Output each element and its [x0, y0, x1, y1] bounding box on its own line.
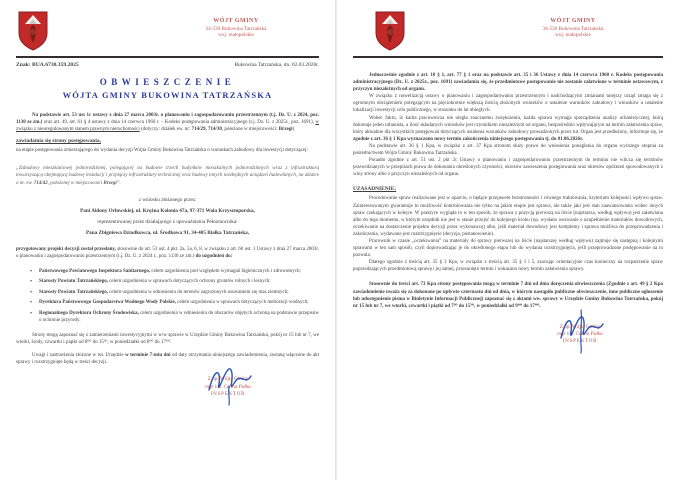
header-rule — [16, 56, 319, 58]
signature-stamp — [173, 376, 283, 398]
notice-line: zawiadamia się strony postępowania, — [16, 138, 101, 145]
representative-name: Pana Zbigniewa Dziadkowca, ul. Środkowa 91, 34-405 Białka Tatrzańska, — [85, 229, 250, 236]
approval-item-sanitary: • Państwowego Powiatowego Inspektora Sanitarnego, celem uzgodnienia pod względem wymagań higienicznych i zdrowotnych; — [30, 268, 319, 275]
place-and-date: Bukowina Tatrzańska, dn. 02.03.2026r. — [234, 62, 319, 68]
issuer-voivodeship: woj. małopolskie — [555, 32, 591, 38]
case-processing-paragraph: Procedowanie spraw realizowane jest w oparciu, o będące przejawem bezstronności i równego traktowania, kryterium kolejności wpływu spraw. Zainteresowanym gwarantuje to możliwość kontrolowania nie tylko na jakim etapie jest sprawa, ale także jaki jest stan zaawansowania wobec innych spraw czekających w kolejce. W praktyce wygląda to w ten sposób, że sprawa z pozycją pierwszą na liście (najstarsza, według wpływu) jest załatwiana albo do tego momentu, w którym urzędnik nie jest w stanie przejść do kolejnego kroku (np. wysłano wezwanie o uzupełnienie materiałów dowodowych, oczekiwanie na dostarczenie projektu decyzji przez wykonawcę) albo, jeśli materiał dowodowy jest kompletny i sprawa możliwa do przeprowadzenia i zakończenia, wydawane jest rozstrzygnięcie (decyzja, postanowienie). — [353, 196, 663, 237]
excluded-periods-paragraph: Ponadto zgodnie z art. 51 ust. 2 pkt 2c Ustawy o planowaniu i zagospodarowaniu przestrzennym do terminu nie wlicza się terminów przewidzianych w przepisach prawa do dokonania określonych czynności, okresów zawieszenia postępowania oraz okresów opóźnień spowodowanych z winy strony albo z przyczyn niezależnych od organu. — [353, 158, 663, 178]
worker-queue-paragraph: Pracownik w czasie „oczekiwania” na materiały do sprawy pierwszej na liście (najstarszej według wpływu) zajmuje się następną i kolejnymi sprawami w ten sam sposób, czyli doprowadzając je do określonego etapu lub do wydania rozstrzygnięcia, jeśli przeprowadzone postępowanie na to pozwala. — [353, 238, 663, 259]
legal-basis-paragraph: Na podstawie art. 53 ust 1c ustawy z dnia 27 marca 2003r. o planowaniu i zagospodarowaniu przestrzennym (t.j. Dz. U. z 2024, poz. 1130 ze zm.) oraz art. 49, art. 61 § 4 ustawy z dnia 14 czerwca 1960 r. – Kodeks postępowania administracyjnego (t.j. Dz. U. z 2025r., poz. 1691), w związku z nieuregulowanym stanem prawnym nieruchomości (dotyczy: działek ew. nr: 714/29, 714/30, położone w miejscowości: Brzegi) — [16, 113, 320, 133]
page-2 — [336, 0, 679, 480]
coat-of-arms-icon — [18, 11, 48, 51]
approval-item-rdos: • Regionalnego Dyrektora Ochrony Środowiska, celem uzgodnienia w odniesieniu do obszarów objętych ochroną na podstawie przepisów o ochronie przyrody. — [30, 310, 319, 324]
title-line-2: WÓJTA GMINY BUKOWINA TATRZAŃSKA — [62, 90, 273, 100]
representative-intro: reprezentowanej przez działającego z upoważnienia Pełnomocnika: — [97, 218, 238, 225]
issuer-name: WÓJT GMINY — [213, 18, 259, 24]
issuer-name: WÓJT GMINY — [550, 18, 596, 24]
letterhead — [16, 10, 319, 54]
stage-paragraph: na etapie postępowania zmierzającego do wydania decyzji Wójta Gminy Bukowina Tatrzańska o warunkach zabudowy dla inwestycji dotyczącej: — [16, 148, 308, 154]
approval-item-starosta-landslide: • Starosty Powiatu Tatrzańskiego, celem uzgodnienia w odniesieniu do terenów zagrożonych osuwaniem się mas ziemnych; — [30, 289, 319, 296]
coat-of-arms-icon — [375, 11, 405, 51]
letterhead — [353, 10, 663, 54]
estimated-term-paragraph: Dlatego zgodnie z treścią art. 35 § 3 Kpa, w związku z treścią art. 35 § 1 i 5, szacując orientacyjnie czas konieczny na rozpatrzenie spraw poprzedzających przedmiotową sprawę i jej samej, przesunięto termin i wskazano nowy termin załatwienia sprawy. — [353, 260, 663, 273]
access-to-files-paragraph: Stosownie do treści art. 73 Kpa strony postępowania mogą w terminie 7 dni od dnia doręczenia obwieszczenia (Zgodnie z art. 49 § 2 Kpa zawiadomienie uważa się za dokonane po upływie czternastu dni od dnia, w którym nastąpiło publiczne obwieszczenie, inne publiczne ogłoszenie lub udostępnienie pisma w Biuletynie Informacji Publicznej) zapoznać się z aktami ww. sprawy w Urzędzie Gminy Bukowina Tatrzańska, pokój nr 15 lub nr 7, we wtorki, czwartki i piątki od 7³⁰ do 15³⁰, w poniedziałki od 9⁰⁰ do 17⁰⁰. — [353, 282, 663, 309]
approval-item-wody-polskie: • Dyrektora Państwowego Gospodarstwa Wodnego Wody Polskie, celem uzgodnienia w sprawach dotyczących melioracji wodnych; — [30, 299, 319, 306]
document-title — [16, 77, 319, 100]
page-1 — [0, 0, 336, 480]
signature-title: INSPEKTOR — [562, 339, 598, 345]
staffing-new-deadline-paragraph: Wobec faktu, iż kadra pracownicza nie uległa znacznemu zwiększeniu, każda sprawa wymaga sporządzenia analizy urbanistycznej, którą dokonuje jeden urbanista, a ilość składanych wniosków jest czynnikiem niezależnym od organu, bezpośrednio wpływającym na termin załatwienia spraw, który aktualnie dla wszystkich postępowań dotyczących ustalenia warunków zabudowy prowadzonych przez tut. Organ jest przedłużony, informuje się, że zgodnie z art. 36 § 1 Kpa wyznaczono nowy termin zakończenia niniejszego postępowania tj. do 01.06.2026r. — [353, 115, 663, 142]
deadline-notice-paragraph: Jednocześnie zgodnie z art. 10 § 1, art. 77 § 1 oraz na podstawie art. 35 i 36 Ustawy z dnia 14 czerwca 1960 r. Kodeks postępowania administracyjnego (Dz. U. z 2025r., poz. 1691) zawiadamia się, że przedmiotowe postępowanie nie zostanie załatwione w terminie ustawowym, z przyczyn niezależnych od organu. — [353, 73, 663, 93]
remarks-paragraph: Uwagi i zastrzeżenia złożone w tut. Urzędzie w terminie 7-miu dni od daty otrzymania niniejszego zawiadomienia, zostaną włączone do akt sprawy i rozstrzygnięte będą w treści decyzji. — [16, 353, 320, 366]
signature-authority: Z up. Wójta Gminy — [559, 323, 601, 330]
reference-row — [16, 62, 319, 68]
issuer-address: 34-530 Bukowina Tatrzańska — [542, 25, 604, 32]
signature-authority: Z up. Wójta Gminy — [207, 376, 249, 383]
approvals-list — [16, 268, 319, 324]
issuer-address: 34-530 Bukowina Tatrzańska — [205, 25, 267, 32]
case-number: Znak: BUA.6730.359.2025 — [16, 62, 79, 68]
signature-stamp — [525, 324, 635, 346]
request-intro: z wniosku złożonego przez: — [138, 196, 197, 203]
approval-item-starosta-agri: • Starosty Powiatu Tatrzańskiego, celem uzgodnienia w sprawach dotyczących ochrony gruntów rolnych i leśnych; — [30, 278, 319, 285]
applicant-name: Pani Aldony Orłowskiej, ul. Krężna Kolonia 47a, 97-371 Wola Krzysztoporska, — [80, 207, 255, 214]
draft-sent-paragraph: przygotowany projekt decyzji został przesłany, stosownie do art. 53 ust. 4 pkt. 2a, 5a, 6, 8, w związku z art. 60 ust. 1 Ustawy z dnia 27 marca 2003r. o planowaniu i zagospodarowaniu przestrzennym (t.j. Dz. U. z 2024 r., poz. 1130 ze zm.) do uzgodnień do: — [16, 246, 319, 259]
ponaglenie-paragraph: Na podstawie art. 36 § 1 Kpa, w związku z art. 37 Kpa stronom służy prawo do wniesienia ponaglenia do organu wyższego stopnia za pośrednictwem Wójta Gminy Bukowina Tatrzańska. — [353, 143, 663, 157]
issuer-block — [503, 18, 643, 39]
signature-title: INSPEKTOR — [210, 391, 246, 397]
header-rule — [353, 56, 663, 58]
issuer-block — [166, 18, 306, 39]
investment-description-quote: „Zabudowy mieszkaniowej jednorodzinnej, polegającej na budowie trzech budynków mieszkalnych jednorodzinnych wraz z infrastrukturą towarzyszącą obejmującą budowę instalacji i przyłączy infrastruktury technicznej oraz budowy innych niezbędnych urządzeń budowlanych, na działce o nr. ew. 714/42, położonej w miejscowości Brzegi”. — [16, 166, 319, 186]
signature-name: mgr inż. Celina Pałka — [557, 331, 603, 338]
amendment-workload-paragraph: W związku z nowelizacją ustawy o planowaniu i zagospodarowaniu przestrzennym i nadchodzącymi zmianami tutejszy urząd zmaga się z ogromnym obciążeniem polegającym na pięciokrotnie większą ilością złożonych wniosków o ustalenie warunków zabudowy i wniosków o ustalenie lokalizacji inwestycji celu publicznego, w stosunku do lat ubiegłych. — [353, 94, 663, 114]
visiting-hours-paragraph: Strony mogą zapoznać się z zamierzeniami inwestycyjnymi w w/w sprawie w Urzędzie Gminy Bukowina Tatrzańska, pokój nr 15 lub nr 7, we wtorki, środy, czwartki i piątki od 8⁰⁰ do 15³⁰, w poniedziałki od 8⁰⁰ do 17⁰⁰. — [16, 332, 319, 345]
title-line-1: OBWIESZCZENIE — [99, 77, 236, 87]
justification-heading: UZASADNIENIE: — [353, 186, 397, 193]
signature-name: mgr inż. Celina Pałka — [205, 383, 251, 390]
issuer-voivodeship: woj. małopolskie — [218, 32, 254, 38]
